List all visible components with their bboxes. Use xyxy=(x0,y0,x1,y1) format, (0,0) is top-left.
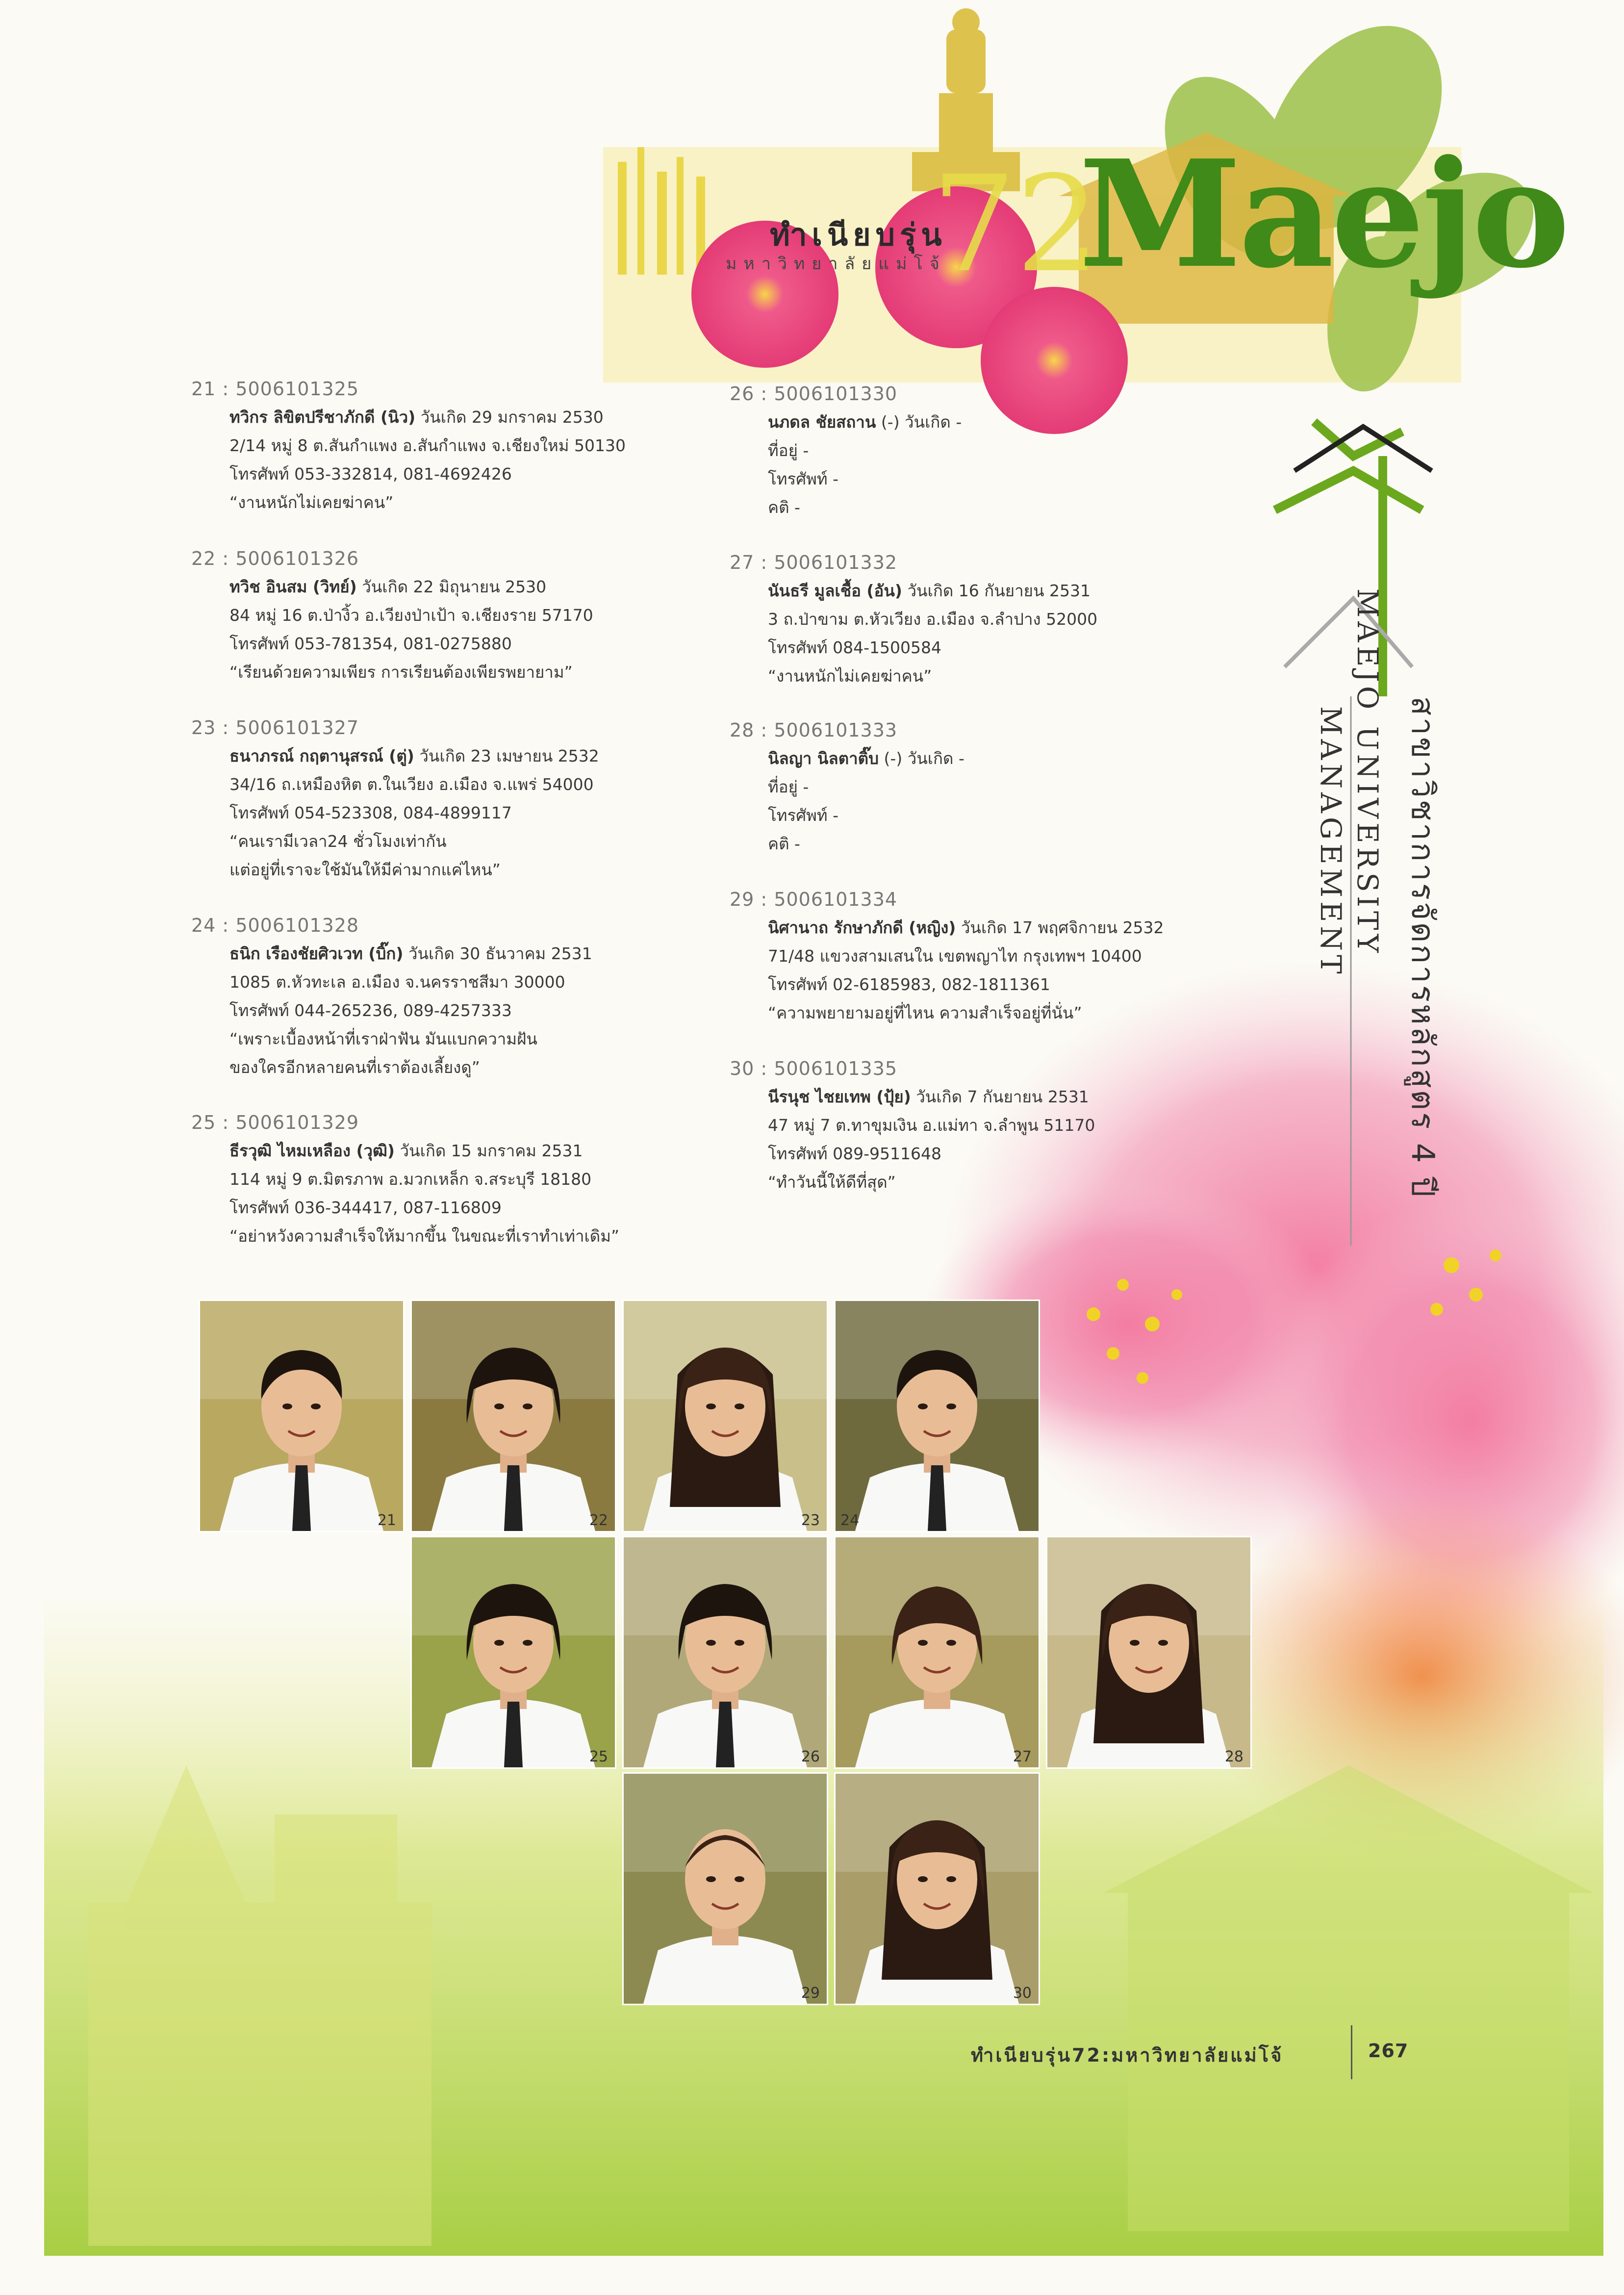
entry-name: ธนาภรณ์ กฤตานุสรณ์ (ตู่) xyxy=(229,746,414,765)
portrait-illustration xyxy=(200,1301,403,1531)
entry-quote-cont: แต่อยู่ที่เราจะใช้มันให้มีค่ามากแค่ไหน” xyxy=(229,860,501,879)
entry-phone: โทรศัพท์ 036-344417, 087-116809 xyxy=(229,1198,502,1217)
entry-header: 21 : 5006101325 xyxy=(191,378,359,400)
entry-header: 29 : 5006101334 xyxy=(730,889,898,910)
entry-quote: “ความพยายามอยู่ที่ไหน ความสำเร็จอยู่ที่นั่น” xyxy=(768,1003,1082,1022)
entry-header: 23 : 5006101327 xyxy=(191,717,359,739)
entry-header: 25 : 5006101329 xyxy=(191,1112,359,1133)
entry-birth: วันเกิด 30 ธันวาคม 2531 xyxy=(408,944,592,963)
student-photo xyxy=(622,1536,828,1769)
entry-birth: วันเกิด 22 มิถุนายน 2530 xyxy=(362,577,547,596)
entry-header: 28 : 5006101333 xyxy=(730,719,898,741)
photo-label: 27 xyxy=(1013,1748,1032,1765)
entry-address: 71/48 แขวงสามเสนใน เขตพญาไท กรุงเทพฯ 10400 xyxy=(768,946,1142,966)
entry-header: 22 : 5006101326 xyxy=(191,548,359,569)
entry-address: ที่อยู่ - xyxy=(768,441,809,460)
footer-divider xyxy=(1351,2025,1352,2079)
entry-header: 27 : 5006101332 xyxy=(730,552,898,573)
masthead-subtitle: มหาวิทยาลัยแม่โจ้ xyxy=(726,254,946,274)
entry-phone: โทรศัพท์ 053-332814, 081-4692426 xyxy=(229,464,512,484)
student-photo xyxy=(622,1772,828,2005)
portrait-illustration xyxy=(836,1301,1039,1531)
photo-label: 26 xyxy=(801,1748,820,1765)
photo-label: 24 xyxy=(840,1512,860,1529)
entry-address: 47 หมู่ 7 ต.ทาขุมเงิน อ.แม่ทา จ.ลำพูน 51170 xyxy=(768,1116,1095,1135)
entry-birth: วันเกิด 23 เมษายน 2532 xyxy=(419,746,599,765)
portrait-illustration xyxy=(624,1301,827,1531)
portrait-illustration xyxy=(624,1774,827,2004)
student-photo xyxy=(410,1300,616,1532)
entry-phone: โทรศัพท์ 084-1500584 xyxy=(768,638,942,657)
entry-phone: โทรศัพท์ 089-9511648 xyxy=(768,1144,942,1163)
page-number: 267 xyxy=(1368,2040,1409,2062)
entry-phone: โทรศัพท์ 054-523308, 084-4899117 xyxy=(229,803,512,822)
entry-header: 30 : 5006101335 xyxy=(730,1058,898,1079)
entry-address: 34/16 ถ.เหมืองหิต ต.ในเวียง อ.เมือง จ.แพร่ 54000 xyxy=(229,775,594,794)
vertical-label-university: MAEJO UNIVERSITY xyxy=(1351,588,1384,957)
entry-address: ที่อยู่ - xyxy=(768,777,809,796)
photo-label: 30 xyxy=(1013,1985,1032,2002)
masthead-brand: Maejo xyxy=(1079,128,1567,301)
masthead-title: ทำเนียบรุ่น xyxy=(770,217,947,253)
entry-quote: คติ - xyxy=(768,834,800,853)
entry-phone: โทรศัพท์ - xyxy=(768,806,839,825)
entry-birth: วันเกิด 17 พฤศจิกายน 2532 xyxy=(961,918,1164,937)
entry-address: 2/14 หมู่ 8 ต.สันกำแพง อ.สันกำแพง จ.เชียงใหม่ 50130 xyxy=(229,436,626,455)
student-photo xyxy=(834,1536,1040,1769)
student-photo xyxy=(1046,1536,1252,1769)
vertical-label-management: MANAGEMENT xyxy=(1314,706,1347,978)
entry-name: ทวิช อินสม (วิทย์) xyxy=(229,577,357,596)
entry-birth: วันเกิด 16 กันยายน 2531 xyxy=(907,581,1091,600)
entry-name: นิศานาถ รักษาภักดี (หญิง) xyxy=(768,918,956,937)
entry-phone: โทรศัพท์ - xyxy=(768,469,839,488)
entry-name: ธีรวุฒิ ไหมเหลือง (วุฒิ) xyxy=(229,1141,395,1160)
footer-title: ทำเนียบรุ่น72:มหาวิทยาลัยแม่โจ้ xyxy=(971,2044,1284,2066)
entry-name: นภดล ชัยสถาน xyxy=(768,412,876,432)
photo-label: 21 xyxy=(377,1512,396,1529)
portrait-illustration xyxy=(836,1774,1039,2004)
entry-birth: วันเกิด 7 กันยายน 2531 xyxy=(916,1087,1089,1106)
entry-phone: โทรศัพท์ 053-781354, 081-0275880 xyxy=(229,634,512,653)
portrait-illustration xyxy=(412,1301,615,1531)
entry-birth: วันเกิด 29 มกราคม 2530 xyxy=(420,408,604,427)
entry-quote: “งานหนักไม่เคยฆ่าคน” xyxy=(768,666,932,686)
entry-quote: “คนเรามีเวลา24 ชั่วโมงเท่ากัน xyxy=(229,832,447,851)
entry-birth: (-) วันเกิด - xyxy=(884,749,964,768)
student-photo xyxy=(834,1300,1040,1532)
portrait-illustration xyxy=(836,1537,1039,1767)
photo-label: 29 xyxy=(801,1985,820,2002)
portrait-illustration xyxy=(412,1537,615,1767)
portrait-illustration xyxy=(1047,1537,1250,1767)
entry-quote: “เรียนด้วยความเพียร การเรียนต้องเพียรพยายาม” xyxy=(229,663,573,682)
photo-label: 23 xyxy=(801,1512,820,1529)
entry-address: 1085 ต.หัวทะเล อ.เมือง จ.นครราชสีมา 30000 xyxy=(229,972,565,992)
entry-header: 26 : 5006101330 xyxy=(730,383,898,405)
entry-name: ธนิก เรืองชัยศิวเวท (บิ๊ก) xyxy=(229,944,404,963)
entry-quote: คติ - xyxy=(768,498,800,517)
entry-birth: (-) วันเกิด - xyxy=(881,412,962,432)
entry-name: ทวิกร ลิขิตปรีชาภักดี (นิว) xyxy=(229,408,416,427)
photo-label: 28 xyxy=(1224,1748,1243,1765)
entry-address: 114 หมู่ 9 ต.มิตรภาพ อ.มวกเหล็ก จ.สระบุรี 18180 xyxy=(229,1170,592,1189)
vertical-label-thai: สาขาวิชาการจัดการหลักสูตร 4 ปี xyxy=(1404,696,1441,1199)
entry-phone: โทรศัพท์ 044-265236, 089-4257333 xyxy=(229,1001,512,1020)
entry-quote: “เพราะเบื้องหน้าที่เราฝ่าฟัน มันแบกความฝัน xyxy=(229,1029,537,1048)
student-photo xyxy=(410,1536,616,1769)
photo-label: 25 xyxy=(589,1748,608,1765)
entry-quote-cont: ของใครอีกหลายคนที่เราต้องเลี้ยงดู” xyxy=(229,1058,480,1077)
entry-birth: วันเกิด 15 มกราคม 2531 xyxy=(400,1141,583,1160)
entry-quote: “ทำวันนี้ให้ดีที่สุด” xyxy=(768,1173,896,1192)
entry-header: 24 : 5006101328 xyxy=(191,915,359,936)
portrait-illustration xyxy=(624,1537,827,1767)
entry-name: นันธรี มูลเชื้อ (อัน) xyxy=(768,581,902,600)
entry-name: นิลญา นิลตาติ๊บ xyxy=(768,749,879,768)
entry-quote: “อย่าหวังความสำเร็จให้มากขึ้น ในขณะที่เราทำเท่าเดิม” xyxy=(229,1226,620,1246)
student-photo xyxy=(199,1300,405,1532)
entry-address: 84 หมู่ 16 ต.ป่างิ้ว อ.เวียงป่าเป้า จ.เชียงราย 57170 xyxy=(229,606,593,625)
entry-name: นีรนุช ไชยเทพ (ปุ้ย) xyxy=(768,1087,911,1106)
entry-address: 3 ถ.ป่าขาม ต.หัวเวียง อ.เมือง จ.ลำปาง 52000 xyxy=(768,610,1098,629)
photo-label: 22 xyxy=(589,1512,608,1529)
student-photo xyxy=(834,1772,1040,2005)
entry-phone: โทรศัพท์ 02-6185983, 082-1811361 xyxy=(768,975,1050,994)
masthead-number: 72 xyxy=(932,147,1100,302)
student-photo xyxy=(622,1300,828,1532)
entry-quote: “งานหนักไม่เคยฆ่าคน” xyxy=(229,493,394,512)
